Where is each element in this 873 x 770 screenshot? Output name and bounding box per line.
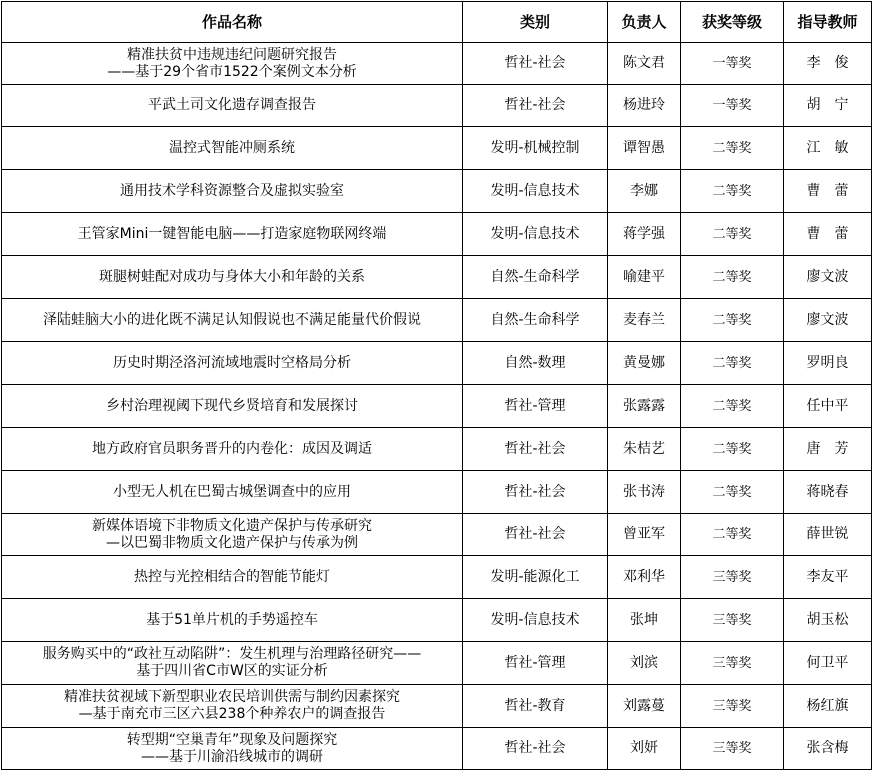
- title-line: 泽陆蛙脑大小的进化既不满足认知假说也不满足能量代价假说: [43, 311, 421, 328]
- cell-leader: 张坤: [608, 599, 681, 642]
- table-row: [2, 43, 872, 85]
- cell-leader: 刘露蔓: [608, 685, 681, 728]
- cell-category: 哲社-社会: [463, 43, 608, 85]
- cell-category: 自然-生命科学: [463, 256, 608, 299]
- cell-advisor: 曹 蕾: [784, 170, 872, 213]
- table-row: [2, 685, 872, 728]
- title-line: 基于51单片机的手势遥控车: [146, 611, 318, 628]
- cell-title: [2, 642, 463, 685]
- cell-award: 三等奖: [681, 728, 784, 770]
- title-line: 乡村治理视阈下现代乡贤培育和发展探讨: [106, 397, 358, 414]
- cell-award: 二等奖: [681, 213, 784, 256]
- cell-advisor: 杨红旗: [784, 685, 872, 728]
- award-table: [1, 1, 872, 770]
- cell-award: 二等奖: [681, 471, 784, 514]
- cell-title: [2, 213, 463, 256]
- cell-leader: 谭智愚: [608, 127, 681, 170]
- cell-title: [2, 428, 463, 471]
- cell-advisor: 任中平: [784, 385, 872, 428]
- cell-advisor: 罗明良: [784, 342, 872, 385]
- cell-leader: 黄曼娜: [608, 342, 681, 385]
- title-line: 历史时期泾洛河流域地震时空格局分析: [113, 354, 351, 371]
- title-line: 服务购买中的“政社互动陷阱”：发生机理与治理路径研究——: [42, 646, 422, 662]
- cell-title: [2, 599, 463, 642]
- cell-leader: 邓利华: [608, 556, 681, 599]
- cell-advisor: 蒋晓春: [784, 471, 872, 514]
- cell-title: [2, 85, 463, 127]
- cell-award: 二等奖: [681, 256, 784, 299]
- cell-category: 哲社-社会: [463, 514, 608, 556]
- cell-advisor: 江 敏: [784, 127, 872, 170]
- cell-leader: 杨进玲: [608, 85, 681, 127]
- cell-category: 发明-能源化工: [463, 556, 608, 599]
- cell-title: [2, 514, 463, 556]
- cell-title: [2, 256, 463, 299]
- cell-award: 一等奖: [681, 43, 784, 85]
- cell-title: [2, 728, 463, 770]
- cell-advisor: 胡 宁: [784, 85, 872, 127]
- title-line: 斑腿树蛙配对成功与身体大小和年龄的关系: [99, 268, 365, 285]
- header-advisor: 指导教师: [784, 2, 872, 43]
- cell-category: 哲社-教育: [463, 685, 608, 728]
- cell-award: 三等奖: [681, 685, 784, 728]
- cell-leader: 蒋学强: [608, 213, 681, 256]
- cell-category: 哲社-管理: [463, 642, 608, 685]
- cell-award: 二等奖: [681, 170, 784, 213]
- cell-leader: 麦春兰: [608, 299, 681, 342]
- title-line: 新媒体语境下非物质文化遗产保护与传承研究: [92, 517, 372, 534]
- table-row: [2, 299, 872, 342]
- title-line: 王管家Mini一键智能电脑——打造家庭物联网终端: [77, 225, 387, 242]
- header-category: 类别: [463, 2, 608, 43]
- title-line: 平武土司文化遗存调查报告: [148, 97, 316, 113]
- title-line: 基于四川省C市W区的实证分析: [136, 663, 328, 679]
- cell-title: [2, 43, 463, 85]
- title-line: —以巴蜀非物质文化遗产保护与传承为例: [106, 534, 358, 551]
- cell-advisor: 胡玉松: [784, 599, 872, 642]
- cell-leader: 喻建平: [608, 256, 681, 299]
- table-row: [2, 556, 872, 599]
- table-row: [2, 213, 872, 256]
- cell-title: [2, 385, 463, 428]
- table-row: [2, 642, 872, 685]
- title-line: ——基于29个省市1522个案例文本分析: [107, 63, 357, 80]
- table-row: [2, 170, 872, 213]
- cell-title: [2, 342, 463, 385]
- title-line: 热控与光控相结合的智能节能灯: [134, 568, 330, 585]
- cell-advisor: 李友平: [784, 556, 872, 599]
- cell-category: 哲社-管理: [463, 385, 608, 428]
- title-line: 精准扶贫中违规违纪问题研究报告: [127, 46, 337, 63]
- cell-advisor: 廖文波: [784, 299, 872, 342]
- title-line: 温控式智能冲厕系统: [169, 139, 295, 156]
- table-row: [2, 256, 872, 299]
- cell-title: [2, 556, 463, 599]
- cell-award: 三等奖: [681, 642, 784, 685]
- cell-category: 发明-信息技术: [463, 170, 608, 213]
- cell-leader: 张露露: [608, 385, 681, 428]
- table-row: [2, 342, 872, 385]
- title-line: ——基于川渝沿线城市的调研: [141, 748, 323, 765]
- title-line: 小型无人机在巴蜀古城堡调查中的应用: [113, 483, 351, 500]
- cell-category: 哲社-社会: [463, 85, 608, 127]
- cell-title: [2, 170, 463, 213]
- title-line: 通用技术学科资源整合及虚拟实验室: [120, 182, 344, 199]
- cell-award: 三等奖: [681, 556, 784, 599]
- cell-category: 哲社-社会: [463, 428, 608, 471]
- table-body: [2, 43, 872, 770]
- cell-category: 发明-机械控制: [463, 127, 608, 170]
- cell-leader: 朱桔艺: [608, 428, 681, 471]
- cell-award: 二等奖: [681, 127, 784, 170]
- title-line: —基于南充市三区六县238个种养农户的调查报告: [78, 706, 386, 722]
- cell-award: 二等奖: [681, 385, 784, 428]
- table-row: [2, 514, 872, 556]
- header-leader: 负责人: [608, 2, 681, 43]
- cell-award: 一等奖: [681, 85, 784, 127]
- cell-category: 发明-信息技术: [463, 213, 608, 256]
- cell-leader: 曾亚军: [608, 514, 681, 556]
- cell-leader: 李娜: [608, 170, 681, 213]
- title-line: 地方政府官员职务晋升的内卷化：成因及调适: [92, 440, 372, 457]
- cell-category: 发明-信息技术: [463, 599, 608, 642]
- table-row: [2, 471, 872, 514]
- table-row: [2, 599, 872, 642]
- table-row: [2, 127, 872, 170]
- cell-advisor: 曹 蕾: [784, 213, 872, 256]
- cell-leader: 刘滨: [608, 642, 681, 685]
- cell-advisor: 李 俊: [784, 43, 872, 85]
- cell-leader: 刘妍: [608, 728, 681, 770]
- cell-category: 哲社-社会: [463, 471, 608, 514]
- cell-advisor: 唐 芳: [784, 428, 872, 471]
- cell-title: [2, 471, 463, 514]
- cell-advisor: 廖文波: [784, 256, 872, 299]
- header-title: 作品名称: [2, 2, 463, 43]
- cell-title: [2, 299, 463, 342]
- title-line: 转型期“空巢青年”现象及问题探究: [126, 731, 338, 748]
- cell-advisor: 张含梅: [784, 728, 872, 770]
- cell-category: 哲社-社会: [463, 728, 608, 770]
- cell-award: 三等奖: [681, 599, 784, 642]
- header-row: [2, 2, 872, 43]
- cell-award: 二等奖: [681, 299, 784, 342]
- title-line: 精准扶贫视域下新型职业农民培训供需与制约因素探究: [64, 689, 400, 705]
- table-row: [2, 728, 872, 770]
- table-row: [2, 428, 872, 471]
- cell-advisor: 薛世锐: [784, 514, 872, 556]
- cell-award: 二等奖: [681, 514, 784, 556]
- cell-advisor: 何卫平: [784, 642, 872, 685]
- cell-leader: 陈文君: [608, 43, 681, 85]
- table-row: [2, 85, 872, 127]
- cell-leader: 张书涛: [608, 471, 681, 514]
- table-row: [2, 385, 872, 428]
- cell-category: 自然-数理: [463, 342, 608, 385]
- header-award: 获奖等级: [681, 2, 784, 43]
- cell-award: 二等奖: [681, 428, 784, 471]
- cell-title: [2, 685, 463, 728]
- cell-title: [2, 127, 463, 170]
- cell-award: 二等奖: [681, 342, 784, 385]
- cell-category: 自然-生命科学: [463, 299, 608, 342]
